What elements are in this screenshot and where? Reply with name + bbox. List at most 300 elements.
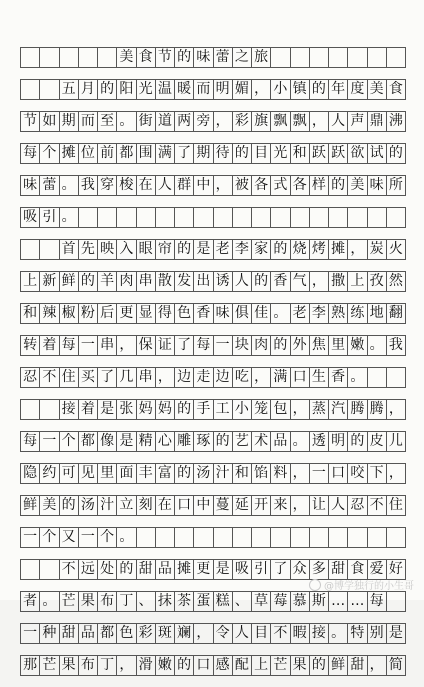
- grid-cell: 芒: [40, 656, 59, 675]
- grid-cell: 心: [156, 432, 175, 451]
- grid-cell: 媚: [233, 80, 252, 99]
- grid-cell: 熟: [329, 304, 348, 323]
- grid-cell: 然: [387, 272, 406, 291]
- grid-cell: 明: [329, 432, 348, 451]
- grid-cell: 吸: [233, 560, 252, 579]
- grid-cell: 我: [387, 336, 406, 355]
- grid-cell: [387, 368, 406, 387]
- grid-cell: 李: [310, 304, 329, 323]
- grid-cell: 在: [137, 176, 156, 195]
- grid-cell: 炭: [368, 240, 387, 259]
- grid-cell: 发: [175, 272, 194, 291]
- grid-cell: [156, 528, 175, 547]
- grid-cell: 皮: [368, 432, 387, 451]
- grid-cell: 着: [79, 400, 98, 419]
- grid-cell: 别: [368, 624, 387, 643]
- grid-cell: 鲜: [21, 496, 40, 515]
- grid-cell: ，: [291, 496, 310, 515]
- grid-cell: [291, 208, 310, 227]
- grid-cell: 味: [21, 176, 40, 195]
- grid-cell: 试: [368, 144, 387, 163]
- grid-cell: 撒: [329, 272, 348, 291]
- grid-cell: 李: [233, 240, 252, 259]
- grid-cell: 嫩: [348, 336, 367, 355]
- grid-row: [20, 399, 406, 420]
- grid-cell: 暇: [291, 624, 310, 643]
- grid-cell: 刻: [137, 496, 156, 515]
- grid-cell: 了: [98, 368, 117, 387]
- grid-cell: [291, 48, 310, 67]
- grid-cell: 入: [117, 240, 136, 259]
- grid-cell: [368, 368, 387, 387]
- grid-cell: 至: [98, 112, 117, 131]
- grid-cell: 人: [233, 272, 252, 291]
- grid-cell: 。: [329, 624, 348, 643]
- grid-cell: 接: [310, 624, 329, 643]
- grid-cell: 来: [271, 496, 290, 515]
- grid-cell: 后: [98, 304, 117, 323]
- grid-cell: 是: [98, 400, 117, 419]
- grid-cell: [175, 528, 194, 547]
- grid-cell: 地: [368, 304, 387, 323]
- grid-cell: 摊: [329, 240, 348, 259]
- grid-cell: 中: [194, 176, 213, 195]
- grid-cell: 蔓: [214, 496, 233, 515]
- grid-cell: 工: [214, 400, 233, 419]
- grid-cell: …: [348, 592, 367, 611]
- grid-cell: 沸: [387, 112, 406, 131]
- grid-cell: ，: [156, 368, 175, 387]
- grid-cell: 嫩: [156, 656, 175, 675]
- grid-cell: 的: [387, 144, 406, 163]
- grid-cell: 烧: [291, 240, 310, 259]
- grid-cell: 小: [271, 80, 290, 99]
- grid-cell: 可: [60, 464, 79, 483]
- grid-cell: [368, 528, 387, 547]
- grid-cell: 人: [233, 624, 252, 643]
- grid-cell: 的: [175, 656, 194, 675]
- grid-cell: 包: [271, 400, 290, 419]
- grid-cell: [40, 240, 59, 259]
- grid-cell: 。: [40, 592, 59, 611]
- grid-cell: [194, 208, 213, 227]
- grid-cell: 。: [117, 112, 136, 131]
- grid-cell: ，: [310, 112, 329, 131]
- grid-cell: 一: [79, 528, 98, 547]
- grid-row: [20, 175, 406, 196]
- grid-cell: 。: [60, 208, 79, 227]
- grid-row: [20, 335, 406, 356]
- grid-cell: [233, 208, 252, 227]
- grid-cell: 月: [79, 80, 98, 99]
- grid-cell: 的: [175, 48, 194, 67]
- grid-cell: 满: [156, 144, 175, 163]
- grid-cell: 了: [271, 560, 290, 579]
- grid-cell: 立: [117, 496, 136, 515]
- grid-cell: 一: [310, 464, 329, 483]
- grid-row: [20, 143, 406, 164]
- grid-cell: 的: [310, 80, 329, 99]
- grid-cell: 被: [233, 176, 252, 195]
- grid-cell: 都: [79, 432, 98, 451]
- grid-cell: 引: [40, 208, 59, 227]
- grid-cell: 块: [233, 336, 252, 355]
- grid-cell: 见: [79, 464, 98, 483]
- grid-row: [20, 79, 406, 100]
- grid-cell: 旅: [252, 48, 271, 67]
- grid-cell: 口: [175, 496, 194, 515]
- grid-cell: 吃: [233, 368, 252, 387]
- grid-cell: 一: [21, 624, 40, 643]
- grid-cell: 透: [310, 432, 329, 451]
- grid-cell: 温: [156, 80, 175, 99]
- grid-cell: 的: [348, 432, 367, 451]
- grid-cell: 芒: [271, 656, 290, 675]
- grid-cell: 忍: [21, 368, 40, 387]
- grid-cell: 笼: [252, 400, 271, 419]
- grid-cell: 延: [233, 496, 252, 515]
- grid-cell: 羊: [98, 272, 117, 291]
- grid-row: [20, 271, 406, 292]
- grid-cell: 琢: [194, 432, 213, 451]
- grid-cell: 美: [117, 48, 136, 67]
- grid-cell: 着: [40, 336, 59, 355]
- grid-cell: 群: [175, 176, 194, 195]
- grid-cell: [310, 48, 329, 67]
- grid-cell: 火: [387, 240, 406, 259]
- grid-cell: 品: [271, 432, 290, 451]
- grid-cell: 个: [98, 528, 117, 547]
- grid-row: [20, 303, 406, 324]
- grid-cell: 各: [291, 176, 310, 195]
- grid-cell: [194, 528, 213, 547]
- grid-cell: [137, 528, 156, 547]
- grid-cell: 糕: [214, 592, 233, 611]
- grid-cell: 上: [348, 272, 367, 291]
- grid-cell: 映: [98, 240, 117, 259]
- grid-cell: [60, 48, 79, 67]
- grid-cell: 了: [175, 144, 194, 163]
- grid-cell: ，: [348, 240, 367, 259]
- grid-cell: 处: [98, 560, 117, 579]
- grid-cell: 里: [329, 336, 348, 355]
- grid-cell: 旗: [252, 112, 271, 131]
- grid-cell: 馅: [252, 464, 271, 483]
- grid-cell: 儿: [387, 432, 406, 451]
- grid-cell: 跃: [310, 144, 329, 163]
- grid-cell: 色: [117, 624, 136, 643]
- grid-cell: [214, 208, 233, 227]
- grid-cell: [348, 48, 367, 67]
- grid-cell: 丰: [137, 464, 156, 483]
- grid-cell: 汤: [194, 464, 213, 483]
- grid-cell: 都: [117, 144, 136, 163]
- grid-cell: ，: [252, 80, 271, 99]
- grid-cell: ，: [214, 176, 233, 195]
- grid-cell: 的: [60, 496, 79, 515]
- grid-cell: 光: [137, 80, 156, 99]
- grid-cell: 食: [387, 80, 406, 99]
- grid-row: [20, 47, 406, 68]
- grid-cell: 简: [387, 656, 406, 675]
- grid-cell: 抹: [156, 592, 175, 611]
- grid-cell: ，: [310, 272, 329, 291]
- grid-cell: 的: [271, 336, 290, 355]
- grid-cell: 每: [21, 144, 40, 163]
- grid-cell: 布: [98, 592, 117, 611]
- grid-cell: 串: [137, 272, 156, 291]
- grid-cell: 的: [175, 464, 194, 483]
- grid-cell: 在: [156, 496, 175, 515]
- grid-cell: 引: [252, 560, 271, 579]
- grid-cell: 个: [40, 528, 59, 547]
- grid-cell: 是: [194, 240, 213, 259]
- grid-cell: 里: [98, 464, 117, 483]
- grid-cell: [40, 400, 59, 419]
- grid-cell: [79, 48, 98, 67]
- grid-cell: [156, 208, 175, 227]
- grid-cell: 烤: [310, 240, 329, 259]
- grid-cell: 慕: [291, 592, 310, 611]
- grid-cell: 边: [175, 368, 194, 387]
- grid-cell: 。: [368, 336, 387, 355]
- grid-cell: 目: [252, 624, 271, 643]
- grid-cell: 特: [348, 624, 367, 643]
- grid-cell: 斯: [310, 592, 329, 611]
- grid-cell: [291, 528, 310, 547]
- grid-cell: 甜: [137, 560, 156, 579]
- grid-cell: 节: [21, 112, 40, 131]
- grid-cell: 爱: [368, 560, 387, 579]
- grid-cell: [98, 208, 117, 227]
- grid-cell: 串: [98, 336, 117, 355]
- grid-row: [20, 431, 406, 452]
- grid-cell: 串: [137, 368, 156, 387]
- grid-cell: 。: [117, 528, 136, 547]
- grid-cell: ，: [368, 656, 387, 675]
- grid-cell: 料: [271, 464, 290, 483]
- grid-cell: 汁: [98, 496, 117, 515]
- grid-cell: 美: [40, 496, 59, 515]
- grid-cell: 甜: [60, 624, 79, 643]
- grid-cell: 鲜: [329, 656, 348, 675]
- grid-cell: 者: [21, 592, 40, 611]
- grid-cell: 老: [214, 240, 233, 259]
- grid-cell: 味: [194, 48, 213, 67]
- grid-cell: [271, 208, 290, 227]
- grid-cell: 穿: [98, 176, 117, 195]
- grid-cell: 色: [175, 304, 194, 323]
- grid-cell: 先: [79, 240, 98, 259]
- grid-cell: 斓: [175, 624, 194, 643]
- grid-cell: 各: [252, 176, 271, 195]
- grid-cell: 不: [60, 560, 79, 579]
- grid-cell: 每: [21, 432, 40, 451]
- grid-cell: [98, 48, 117, 67]
- grid-cell: [329, 208, 348, 227]
- grid-cell: 位: [79, 144, 98, 163]
- grid-cell: 摊: [175, 560, 194, 579]
- grid-cell: 住: [387, 496, 406, 515]
- grid-cell: 汤: [79, 496, 98, 515]
- grid-row: [20, 591, 406, 612]
- grid-cell: 每: [60, 336, 79, 355]
- grid-cell: 和: [291, 144, 310, 163]
- grid-cell: 忍: [348, 496, 367, 515]
- grid-cell: 蕾: [214, 48, 233, 67]
- grid-cell: [175, 208, 194, 227]
- grid-cell: [329, 528, 348, 547]
- grid-row: [20, 495, 406, 516]
- grid-cell: 。: [291, 432, 310, 451]
- grid-row: [20, 527, 406, 548]
- grid-row: [20, 239, 406, 260]
- grid-cell: 期: [60, 112, 79, 131]
- grid-cell: 摊: [60, 144, 79, 163]
- grid-cell: 节: [156, 48, 175, 67]
- grid-cell: 个: [60, 432, 79, 451]
- grid-cell: 跃: [329, 144, 348, 163]
- grid-cell: 显: [137, 304, 156, 323]
- grid-cell: 腾: [348, 400, 367, 419]
- grid-cell: 一: [40, 432, 59, 451]
- grid-cell: 芒: [60, 592, 79, 611]
- grid-cell: 的: [252, 272, 271, 291]
- grid-cell: 孜: [368, 272, 387, 291]
- grid-cell: 丁: [117, 592, 136, 611]
- grid-cell: 肉: [252, 336, 271, 355]
- grid-cell: 好: [387, 560, 406, 579]
- grid-cell: 每: [194, 336, 213, 355]
- grid-cell: 转: [21, 336, 40, 355]
- grid-cell: 食: [348, 560, 367, 579]
- grid-cell: 的: [175, 400, 194, 419]
- grid-cell: 配: [233, 656, 252, 675]
- grid-cell: 旁: [194, 112, 213, 131]
- grid-cell: 首: [60, 240, 79, 259]
- grid-cell: 滑: [137, 656, 156, 675]
- grid-cell: 美: [368, 80, 387, 99]
- grid-cell: 是: [117, 432, 136, 451]
- grid-cell: 咬: [348, 464, 367, 483]
- watermark: [309, 577, 414, 592]
- grid-cell: 的: [271, 240, 290, 259]
- grid-cell: 一: [21, 528, 40, 547]
- grid-cell: 约: [40, 464, 59, 483]
- grid-cell: ，: [194, 624, 213, 643]
- grid-cell: 蕾: [40, 176, 59, 195]
- grid-cell: 得: [156, 304, 175, 323]
- grid-cell: 品: [79, 624, 98, 643]
- grid-cell: 接: [60, 400, 79, 419]
- grid-cell: 而: [194, 80, 213, 99]
- grid-cell: [21, 48, 40, 67]
- grid-cell: 住: [60, 368, 79, 387]
- grid-cell: 茶: [175, 592, 194, 611]
- grid-cell: [233, 528, 252, 547]
- grid-cell: 、: [137, 592, 156, 611]
- grid-cell: 保: [137, 336, 156, 355]
- grid-cell: [21, 560, 40, 579]
- grid-cell: 了: [175, 336, 194, 355]
- grid-cell: 鼎: [368, 112, 387, 131]
- grid-cell: 远: [79, 560, 98, 579]
- grid-cell: 丁: [98, 656, 117, 675]
- grid-cell: 年: [329, 80, 348, 99]
- grid-cell: 个: [40, 144, 59, 163]
- grid-cell: 焦: [310, 336, 329, 355]
- grid-cell: 面: [117, 464, 136, 483]
- grid-cell: 果: [60, 656, 79, 675]
- grid-cell: 。: [271, 304, 290, 323]
- grid-cell: 如: [40, 112, 59, 131]
- grid-cell: 上: [252, 656, 271, 675]
- grid-cell: 散: [156, 272, 175, 291]
- grid-cell: 果: [291, 656, 310, 675]
- grid-cell: 人: [156, 176, 175, 195]
- grid-cell: [387, 48, 406, 67]
- grid-cell: 梭: [117, 176, 136, 195]
- grid-cell: 雕: [175, 432, 194, 451]
- grid-cell: 斑: [156, 624, 175, 643]
- grid-row: [20, 655, 406, 676]
- grid-row: [20, 111, 406, 132]
- grid-cell: 更: [117, 304, 136, 323]
- grid-cell: [40, 560, 59, 579]
- grid-cell: 口: [329, 464, 348, 483]
- grid-cell: ，: [252, 368, 271, 387]
- grid-cell: 的: [117, 560, 136, 579]
- grid-cell: 和: [21, 304, 40, 323]
- grid-cell: 满: [271, 368, 290, 387]
- grid-cell: 镇: [291, 80, 310, 99]
- grid-cell: ，: [387, 400, 406, 419]
- grid-cell: [137, 208, 156, 227]
- grid-cell: 、: [233, 592, 252, 611]
- grid-cell: 。: [60, 176, 79, 195]
- grid-cell: [387, 592, 406, 611]
- grid-cell: 布: [79, 656, 98, 675]
- grid-cell: 之: [233, 48, 252, 67]
- grid-cell: 光: [271, 144, 290, 163]
- grid-cell: 精: [137, 432, 156, 451]
- grid-cell: 是: [214, 560, 233, 579]
- grid-cell: 几: [117, 368, 136, 387]
- grid-cell: 术: [252, 432, 271, 451]
- grid-cell: 种: [40, 624, 59, 643]
- grid-cell: …: [329, 592, 348, 611]
- grid-cell: 上: [21, 272, 40, 291]
- grid-cell: 中: [194, 496, 213, 515]
- grid-cell: 下: [368, 464, 387, 483]
- grid-cell: [271, 48, 290, 67]
- grid-cell: 两: [175, 112, 194, 131]
- grid-cell: 味: [368, 176, 387, 195]
- grid-cell: 气: [291, 272, 310, 291]
- grid-cell: [117, 208, 136, 227]
- grid-cell: [368, 48, 387, 67]
- watermark-text: @博学独行的小生哥: [324, 581, 414, 592]
- grid-cell: 而: [79, 112, 98, 131]
- grid-cell: 围: [137, 144, 156, 163]
- grid-cell: 妈: [156, 400, 175, 419]
- grid-cell: ，: [291, 400, 310, 419]
- grid-cell: [21, 240, 40, 259]
- grid-cell: ，: [291, 464, 310, 483]
- grid-cell: 感: [214, 656, 233, 675]
- grid-cell: [329, 48, 348, 67]
- grid-cell: 香: [329, 368, 348, 387]
